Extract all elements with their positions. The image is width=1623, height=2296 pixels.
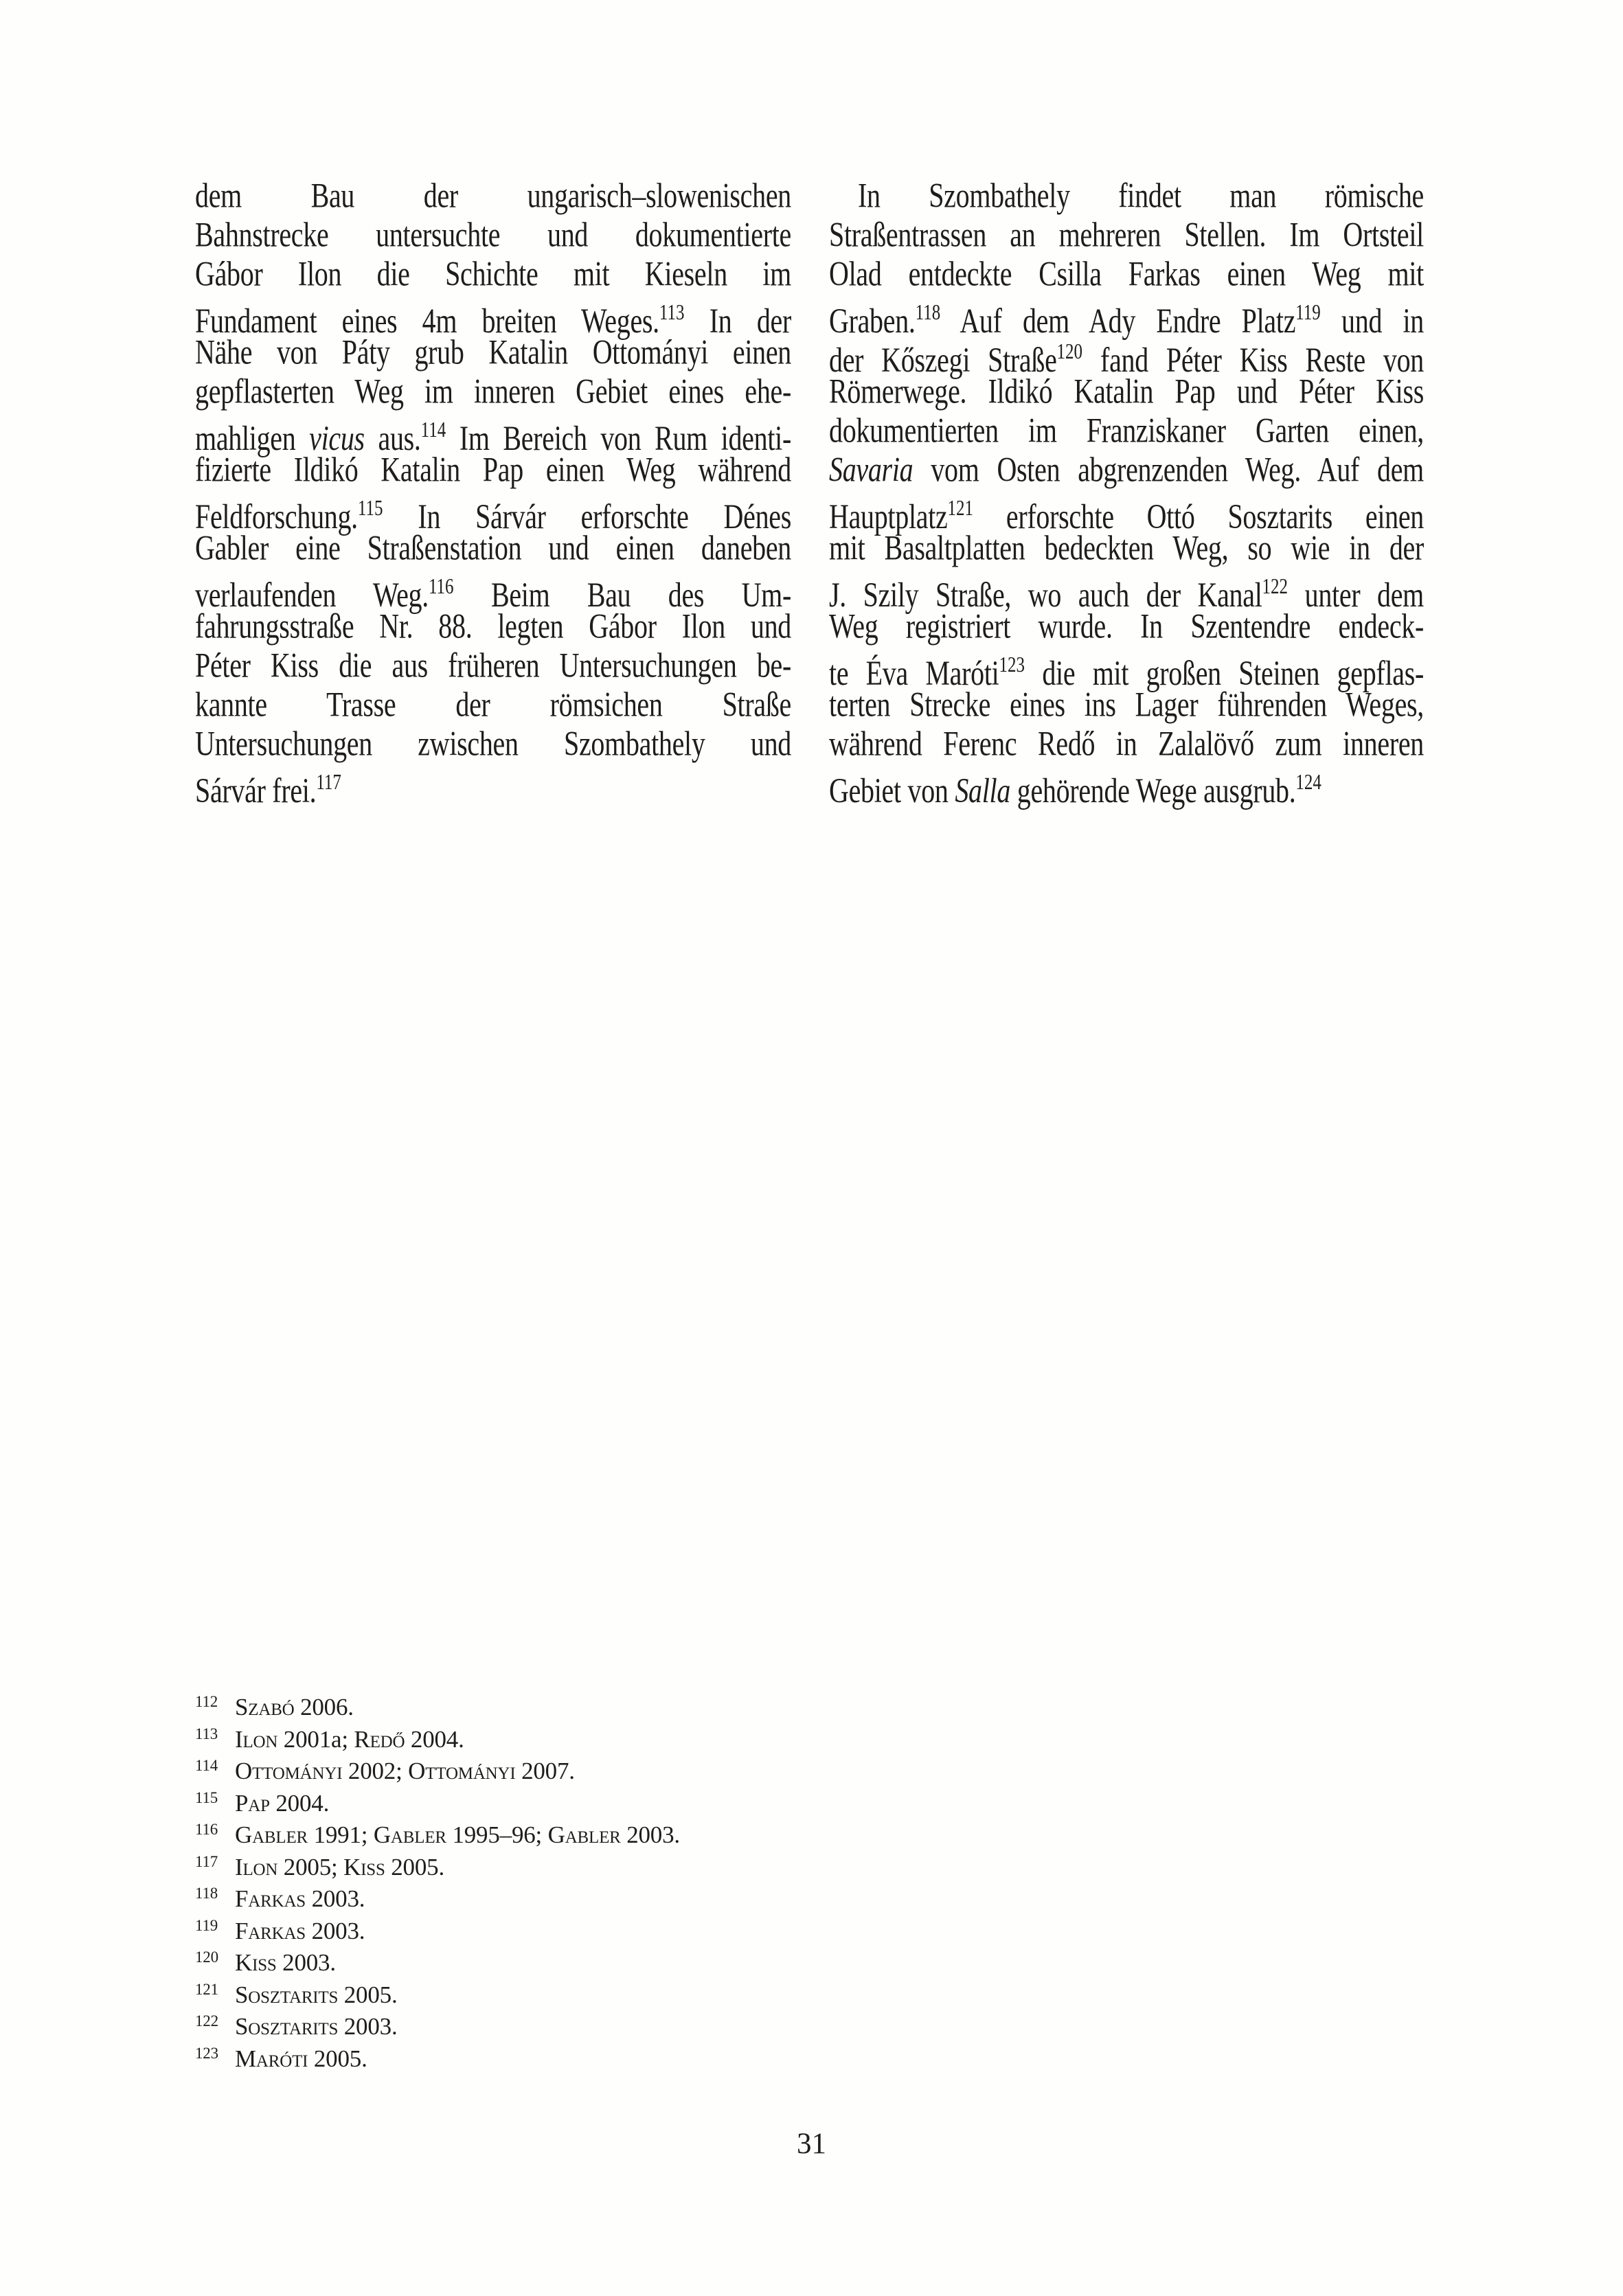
footnote-number: 115	[195, 1788, 218, 1806]
text-run: Nähe von Páty grub Katalin Ottományi einen	[195, 332, 791, 372]
text-run: gepflasterten Weg im inneren Gebiet eines ehe-	[195, 372, 791, 411]
text-run: Sárvár frei.	[195, 771, 317, 810]
text-run: Maróti	[235, 2045, 308, 2072]
footnote-ref: 119	[1295, 301, 1321, 325]
footnote-item	[195, 2005, 1088, 2038]
text-column-left	[195, 176, 792, 810]
text-run: 2003.	[276, 1949, 336, 1976]
text-run: Pap	[235, 1789, 270, 1817]
text-run: verlaufenden Weg.	[195, 575, 429, 615]
text-run: In der	[684, 301, 792, 341]
footnote-text	[235, 1885, 365, 1912]
text-run: kannte Trasse der römsichen Straße	[195, 685, 791, 724]
footnote-text	[235, 2013, 398, 2040]
text-run: fizierte Ildikó Katalin Pap einen Weg während	[195, 450, 791, 489]
text-run: dem Bau der ungarisch–slowenischen	[195, 176, 791, 215]
footnotes-section	[195, 1686, 1088, 2072]
footnote-ref: 117	[316, 771, 341, 795]
footnote-text	[235, 1821, 680, 1848]
text-run: Ottományi	[235, 1758, 343, 1784]
footnote-item	[195, 1686, 1088, 1718]
text-run: der Kőszegi Straße	[829, 340, 1057, 380]
text-run: mit Basaltplatten bedeckten Weg, so wie in der	[829, 528, 1424, 567]
footnote-number: 119	[195, 1916, 218, 1934]
text-run: Farkas	[235, 1885, 306, 1912]
footnote-number: 122	[195, 2012, 218, 2030]
text-run: Kiss	[343, 1853, 385, 1880]
text-run: Kiss	[235, 1949, 277, 1976]
footnote-item	[195, 1846, 1088, 1878]
footnote-text	[235, 1981, 398, 2008]
text-run: 2005.	[338, 1981, 398, 2008]
text-run: 2005.	[385, 1853, 444, 1880]
text-run: Beim Bau des Um-	[453, 575, 791, 615]
text-run: Gabler	[373, 1821, 446, 1848]
footnote-ref: 113	[659, 301, 685, 325]
footnote-number: 117	[195, 1852, 218, 1870]
footnote-number: 123	[195, 2044, 218, 2062]
text-run: Savaria	[829, 450, 913, 489]
footnote-ref: 121	[947, 497, 973, 521]
text-run: Ottományi	[408, 1758, 516, 1784]
footnote-item	[195, 1942, 1088, 1974]
text-run: die mit großen Steinen gepflas-	[1024, 653, 1424, 693]
text-run: 2005;	[277, 1853, 344, 1880]
text-run: In Szombathely findet man römische	[858, 176, 1424, 215]
footnote-item	[195, 1718, 1088, 1751]
footnote-ref: 116	[428, 575, 454, 599]
text-run: 2004.	[405, 1725, 464, 1753]
text-run: fahrungsstraße Nr. 88. legten Gábor Ilon und	[195, 606, 791, 646]
footnote-number: 112	[195, 1693, 218, 1710]
text-run: Graben.	[829, 301, 916, 341]
text-run: Gabler eine Straßenstation und einen daneben	[195, 528, 791, 567]
footnote-text	[235, 1694, 354, 1720]
text-run: 2007.	[515, 1758, 575, 1784]
text-run: Bahnstrecke untersuchte und dokumentierte	[195, 215, 791, 254]
text-run: Untersuchungen zwischen Szombathely und	[195, 724, 791, 763]
text-run: gehörende Wege ausgrub.	[1010, 771, 1296, 810]
text-line	[195, 758, 791, 808]
text-run: 2006.	[294, 1694, 354, 1720]
text-run: Olad entdeckte Csilla Farkas einen Weg mit	[829, 254, 1424, 293]
footnote-ref: 118	[915, 301, 941, 325]
text-run: Fundament eines 4m breiten Weges.	[195, 301, 659, 341]
text-run: Auf dem Ady Endre Platz	[940, 301, 1296, 341]
text-run: Ilon	[235, 1853, 278, 1880]
text-run: und in	[1320, 301, 1424, 341]
footnote-ref: 122	[1262, 575, 1289, 599]
text-run: Szabó	[235, 1694, 295, 1720]
text-run: Im Bereich von Rum identi-	[446, 418, 791, 458]
text-line	[829, 758, 1424, 808]
text-run: In Sárvár erforschte Dénes	[383, 497, 791, 536]
text-run: terten Strecke eines ins Lager führenden Weges,	[829, 685, 1424, 724]
page-number: 31	[797, 2128, 826, 2160]
footnote-ref: 124	[1295, 771, 1321, 795]
text-run: Feldforschung.	[195, 497, 358, 536]
text-column-right	[829, 176, 1425, 810]
text-run: während Ferenc Redő in Zalalövő zum inneren	[829, 724, 1424, 763]
footnote-ref: 123	[999, 653, 1025, 677]
text-run: 2003.	[306, 1885, 365, 1912]
footnote-item	[195, 2038, 1088, 2070]
text-run: J. Szily Straße, wo auch der Kanal	[829, 575, 1262, 615]
footnote-item	[195, 1974, 1088, 2006]
footnote-ref: 114	[420, 418, 446, 442]
text-run: 2003.	[620, 1821, 680, 1848]
footnote-item	[195, 1910, 1088, 1942]
footnote-number: 114	[195, 1757, 218, 1774]
footnote-text	[235, 1949, 336, 1976]
text-run: aus.	[364, 418, 421, 458]
text-run: Gabler	[235, 1821, 308, 1848]
footnote-number: 118	[195, 1885, 218, 1902]
footnote-text	[235, 2045, 367, 2072]
footnote-text	[235, 1726, 464, 1753]
footnote-number: 121	[195, 1980, 218, 1998]
text-run: vicus	[309, 418, 365, 458]
text-run: 1991;	[308, 1821, 374, 1848]
text-run: fand Péter Kiss Reste von	[1082, 340, 1425, 380]
text-run: dokumentierten im Franziskaner Garten einen,	[829, 411, 1424, 450]
footnote-text	[235, 1918, 365, 1944]
text-run: Redő	[354, 1725, 405, 1753]
text-run: unter dem	[1288, 575, 1424, 615]
text-run: 2003.	[338, 2013, 398, 2040]
footnote-text	[235, 1854, 444, 1880]
text-run: Sosztarits	[235, 1981, 339, 2008]
footnote-item	[195, 1878, 1088, 1910]
text-run: 1995–96;	[446, 1821, 548, 1848]
footnote-number: 120	[195, 1948, 218, 1966]
text-run: Hauptplatz	[829, 497, 948, 536]
text-run: 2005.	[308, 2045, 367, 2072]
text-run: Farkas	[235, 1917, 306, 1944]
text-run: erforschte Ottó Sosztarits einen	[973, 497, 1424, 536]
footnote-number: 116	[195, 1821, 218, 1838]
text-run: Römerwege. Ildikó Katalin Pap und Péter Kiss	[829, 372, 1424, 411]
text-run: Péter Kiss die aus früheren Untersuchungen be-	[195, 646, 791, 685]
footnote-item	[195, 1750, 1088, 1782]
text-run: Gabler	[547, 1821, 621, 1848]
footnote-ref: 120	[1056, 340, 1083, 364]
text-run: vom Osten abgrenzenden Weg. Auf dem	[913, 450, 1424, 489]
text-run: 2001a;	[277, 1725, 354, 1753]
text-run: 2003.	[306, 1917, 365, 1944]
text-run: 2004.	[269, 1789, 330, 1817]
text-run: mahligen	[195, 418, 310, 458]
text-run: Salla	[955, 771, 1011, 810]
footnote-item	[195, 1782, 1088, 1815]
text-run: Ilon	[235, 1725, 278, 1753]
text-run: Straßentrassen an mehreren Stellen. Im Ortsteil	[829, 215, 1424, 254]
text-run: 2002;	[342, 1758, 409, 1784]
text-run: Weg registriert wurde. In Szentendre endeck-	[829, 606, 1424, 646]
text-run: Sosztarits	[235, 2013, 339, 2040]
footnote-item	[195, 1814, 1088, 1846]
footnote-text	[235, 1758, 575, 1784]
text-run: te Éva Maróti	[829, 653, 999, 693]
footnote-number: 113	[195, 1725, 218, 1742]
text-run: Gábor Ilon die Schichte mit Kieseln im	[195, 254, 791, 293]
text-run: Gebiet von	[829, 771, 955, 810]
footnote-text	[235, 1790, 329, 1817]
footnote-ref: 115	[357, 497, 383, 521]
